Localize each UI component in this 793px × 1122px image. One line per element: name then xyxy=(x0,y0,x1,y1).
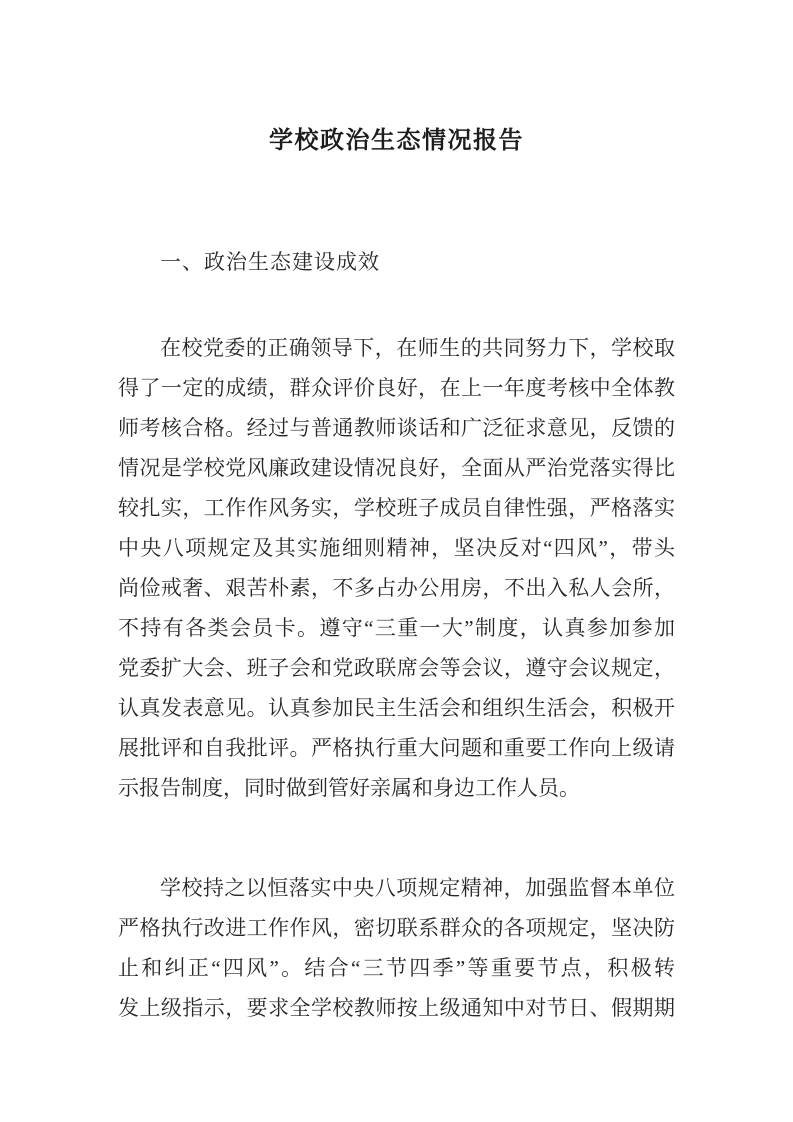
document-title: 学校政治生态情况报告 xyxy=(269,128,524,154)
text-line: 党委扩大会、班子会和党政联席会等会议，遵守会议规定， xyxy=(118,656,675,680)
text-line: 学校持之以恒落实中央八项规定精神，加强监督本单位 xyxy=(160,876,675,900)
text-line: 尚俭戒奢、艰苦朴素，不多占办公用房，不出入私人会所， xyxy=(118,576,675,600)
section-heading: 一、政治生态建设成效 xyxy=(160,250,380,274)
text-line: 发上级指示，要求全学校教师按上级通知中对节日、假期期 xyxy=(118,996,675,1020)
text-line: 较扎实，工作作风务实，学校班子成员自律性强，严格落实 xyxy=(118,496,675,520)
text-line: 认真发表意见。认真参加民主生活会和组织生活会，积极开 xyxy=(118,696,675,720)
text-line: 得了一定的成绩，群众评价良好，在上一年度考核中全体教 xyxy=(118,376,675,400)
text-line: 严格执行改进工作作风，密切联系群众的各项规定，坚决防 xyxy=(118,916,675,940)
text-line: 师考核合格。经过与普通教师谈话和广泛征求意见，反馈的 xyxy=(118,416,675,440)
text-line: 示报告制度，同时做到管好亲属和身边工作人员。 xyxy=(118,776,580,800)
paragraph-1 xyxy=(118,328,675,808)
text-line: 止和纠正“四风”。结合“三节四季”等重要节点，积极转 xyxy=(118,956,675,980)
text-line: 不持有各类会员卡。遵守“三重一大”制度，认真参加参加 xyxy=(118,616,675,640)
text-line: 展批评和自我批评。严格执行重大问题和重要工作向上级请 xyxy=(118,736,675,760)
paragraph-2 xyxy=(118,868,675,1028)
text-line: 情况是学校党风廉政建设情况良好，全面从严治党落实得比 xyxy=(118,456,675,480)
text-line: 在校党委的正确领导下，在师生的共同努力下，学校取 xyxy=(160,336,675,360)
text-line: 中央八项规定及其实施细则精神，坚决反对“四风”，带头 xyxy=(118,536,675,560)
